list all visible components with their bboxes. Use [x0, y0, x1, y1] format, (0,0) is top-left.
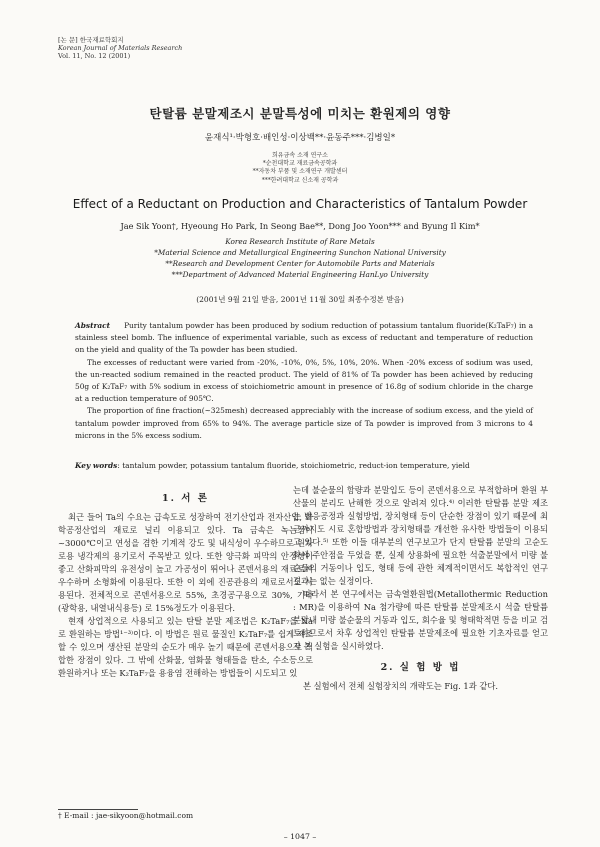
abstract-paragraph: The excesses of reductant were varied from -20%, -10%, 0%, 5%, 10%, 20%. When -20% excess of sodium was used, the un-reacted sodium remained in the reacted product. The yield of 81% of Ta powder has been achieved by reducing 50g of K₂TaF₇ with 5% sodium in excess of stoichiometric amount in presence of 16.8g of sodium chloride in the charge at a reduction temperature of 905℃. — [75, 357, 533, 404]
journal-category: [논 문] 한국재료학회지 — [58, 36, 124, 44]
body-paragraph: 최근 들어 Ta의 수요는 급속도로 성장하여 전기산업과 전자산업, 화학공정산업의 재료로 널리 이용되고 있다. Ta 금속은 녹는점이 ~3000℃이고 연성을 겸한 기계적 강도 및 내식성이 우수하므로 원자로용 냉각제의 용기로서 주목받고 있다. 또한 양극화 피막의 안정성이 좋고 산화피막의 유전성이 높고 가공성이 뛰어나 콘덴서용의 재료로써 우수하며 소형화에 이용된다. 또한 이 외에 진공관용의 재료로서도 사용된다. 전체적으로 콘덴서용으로 55%, 초경공구용으로 30%, 기타(광학용, 내열내식용등) 로 15%정도가 이용된다. — [58, 512, 313, 613]
body-paragraph: 현재 상업적으로 사용되고 있는 탄탈 분말 제조법은 K₂TaF₇을 Na로 환원하는 방법¹⁻³⁾이다. 이 방법은 원료 물질인 K₂TaF₇를 쉽게 제조할 수 있으며 생산된 분말의 순도가 매우 높기 때문에 콘덴서용으로 적합한 장점이 있다. 그 밖에 산화물, 염화물 형태들을 탄소, 수소등으로 환원하거나 또는 K₂TaF₇을 용융염 전해하는 방법들이 시도되고 있 — [58, 616, 313, 678]
korean-affiliation: 희유금속 소재 연구소 — [272, 152, 328, 159]
keywords-label: Key words — [75, 461, 118, 470]
english-affiliation: Korea Research Institute of Rare Metals — [225, 237, 375, 246]
abstract-label: Abstract — [75, 321, 111, 330]
english-affiliations — [40, 236, 560, 280]
korean-affiliations — [40, 152, 560, 185]
received-dates: (2001년 9월 21일 받음, 2001년 11월 30일 최종수정본 받음) — [196, 295, 404, 304]
korean-title: 탄탈륨 분말제조시 분말특성에 미치는 환원제의 영향 — [149, 106, 451, 121]
english-title: Effect of a Reductant on Production and Characteristics of Tantalum Powder — [72, 197, 528, 211]
body-paragraph: 따라서 본 연구에서는 금속열환원법(Metallothermic Reduction : MR)을 이용하여 Na 첨가량에 따른 탄탈륨 분말제조시 석출 탄탈륨 분말내 미량 불순물의 거동과 입도, 회수율 및 형태학적면 등을 비교 검토하므로서 차후 상업적인 탄탈륨 분말제조에 필요한 기초자료를 얻고자 본 실험을 실시하였다. — [293, 589, 548, 651]
abstract-paragraph: The proportion of fine fraction(~325mesh) decreased appreciably with the increase of sodium excess, and the yield of tantalum powder improved from 65% to 94%. The average particle size of Ta powder is improved from 3 microns to 4 microns in the 5% excess sodium. — [75, 406, 533, 440]
keywords-text: : tantalum powder, potassium tantalum fluoride, stoichiometric, reduct-ion temperature, yield — [117, 461, 470, 470]
section-heading-intro: 1. 서 론 — [162, 493, 209, 504]
english-affiliation: *Material Science and Metallurgical Engineering Sunchon National University — [154, 248, 446, 257]
english-affiliation: ***Department of Advanced Material Engineering HanLyo University — [171, 270, 429, 279]
keywords — [75, 460, 533, 471]
body-paragraph: 본 실험에서 전체 실험장치의 개략도는 Fig. 1과 같다. — [303, 681, 499, 691]
footnote-rule — [58, 809, 138, 810]
english-authors: Jae Sik Yoon†, Hyeoung Ho Park, In Seong Bae**, Dong Joo Yoon*** and Byung Il Kim* — [120, 221, 480, 231]
korean-affiliation: *순천대학교 재료금속공학과 — [262, 160, 338, 168]
body-paragraph: 는데 불순물의 함량과 분말입도 등이 콘덴서용으로 부적합하며 환원 부산물의 분리도 난해한 것으로 알려져 있다.⁴⁾ 이러한 탄탈륨 분말 제조는 반응공정과 실험방법, 장치형태 등이 단순한 장점이 있기 때문에 최근까지도 시료 혼합방법과 장치형태를 개선한 유사한 방법들이 이용되고 있다.⁵⁾ 또한 이들 대부분의 연구보고가 단지 탄탈륨 분말의 고순도화에 주안점을 두었을 뿐, 실제 상용화에 필요한 석출분말에서 미량 불순물의 거동이나 입도, 형태 등에 관한 체계적이면서도 복합적인 연구결과는 없는 실정이다. — [293, 485, 548, 586]
journal-volume: Vol. 11, No. 12 (2001) — [58, 52, 131, 60]
right-column — [293, 484, 548, 693]
journal-name: Korean Journal of Materials Research — [58, 44, 183, 52]
journal-header — [58, 36, 182, 60]
footnote-email: † E-mail : jae-sikyoon@hotmail.com — [58, 811, 194, 820]
left-column — [58, 484, 313, 680]
abstract-text: Purity tantalum powder has been produced by sodium reduction of potassium tantalum fluoride(K₂TaF₇) in a stainless steel bomb. The influence of experimental variable, such as excess of reductant and temperature of reduction on the yield and quality of the Ta powder has been studied. — [75, 321, 533, 355]
korean-affiliation: ***한려대학교 신소재 공학과 — [261, 176, 339, 184]
korean-authors: 윤재식¹·박형호·배인성·이상백**·윤동주***·김병일* — [204, 133, 396, 143]
korean-affiliation: **자동차 부품 및 소재연구 개발센터 — [252, 168, 348, 176]
english-affiliation: **Research and Development Center for Automobile Parts and Materials — [165, 259, 435, 268]
page-number: – 1047 – — [283, 832, 317, 841]
abstract-paragraph — [75, 320, 533, 357]
section-heading-method: 2. 실 험 방 법 — [380, 662, 461, 673]
abstract — [75, 320, 533, 442]
